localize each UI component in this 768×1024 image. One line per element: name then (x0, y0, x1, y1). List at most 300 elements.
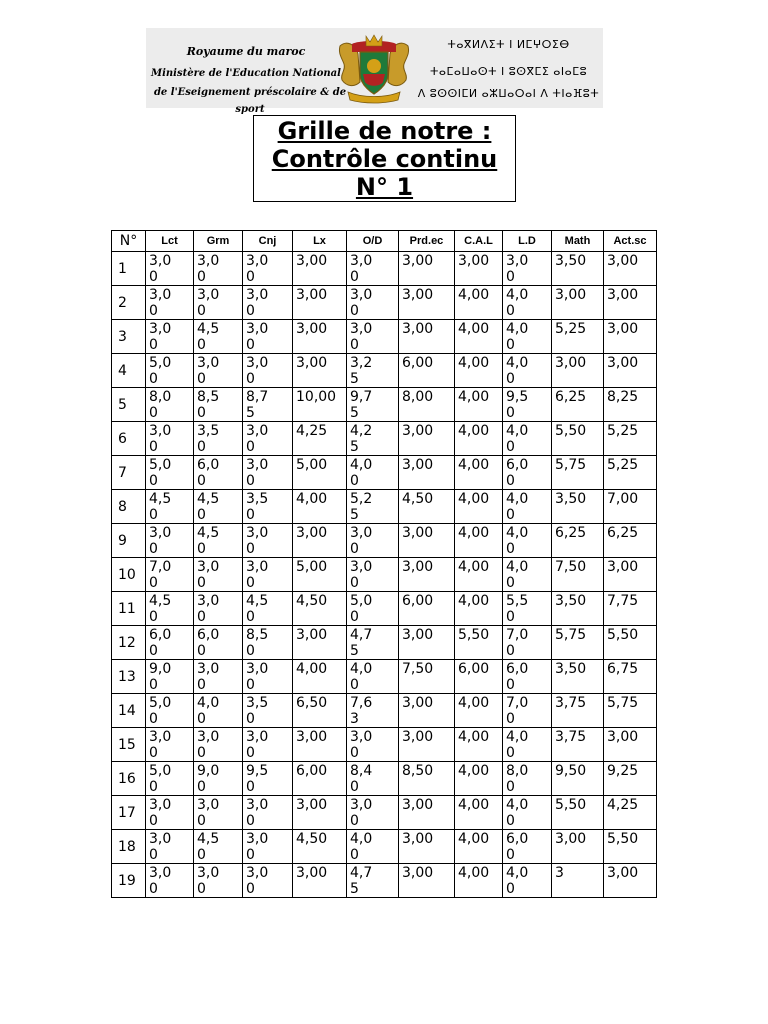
grade-value: 4,00 (458, 559, 490, 575)
grade-value: 7,00 (506, 695, 529, 727)
grade-cell (552, 660, 604, 694)
grade-cell (455, 490, 503, 524)
grade-value: 3,00 (246, 797, 269, 829)
row-number: 2 (112, 286, 146, 320)
grade-value: 3,00 (149, 253, 172, 285)
grade-value: 4,25 (350, 423, 373, 455)
grade-cell (146, 490, 194, 524)
grade-value: 4,00 (458, 287, 490, 303)
grade-value: 6,00 (197, 627, 220, 659)
grade-value: 3,00 (149, 729, 172, 761)
grade-cell (399, 422, 455, 456)
grade-value: 4,00 (506, 559, 529, 591)
grade-cell (243, 864, 293, 898)
grade-value: 3,00 (402, 457, 434, 473)
grade-cell (399, 558, 455, 592)
grade-value: 3,00 (402, 525, 434, 541)
grade-cell (455, 830, 503, 864)
grade-value: 4,00 (296, 491, 328, 507)
grade-cell (347, 864, 399, 898)
grade-cell (604, 490, 657, 524)
grade-cell (604, 388, 657, 422)
table-row (112, 694, 657, 728)
grade-value: 3,00 (402, 559, 434, 575)
grade-cell (552, 422, 604, 456)
grade-value: 3,00 (607, 355, 639, 371)
grade-value: 4,00 (506, 287, 529, 319)
grade-cell (194, 422, 243, 456)
grade-cell (552, 830, 604, 864)
grade-value: 4,50 (296, 831, 328, 847)
grade-cell (455, 728, 503, 762)
grade-value: 3,00 (246, 321, 269, 353)
grade-cell (347, 388, 399, 422)
grade-value: 6,75 (607, 661, 639, 677)
ministry-name: Ministère de l'Education National (151, 68, 341, 79)
grade-value: 3,00 (149, 865, 172, 897)
grade-value: 3,00 (197, 355, 220, 387)
grade-cell (399, 626, 455, 660)
grade-value: 3 (555, 865, 564, 881)
header-od: O/D (347, 231, 399, 252)
grade-cell (194, 728, 243, 762)
grade-cell (293, 762, 347, 796)
grade-cell (347, 422, 399, 456)
grade-value: 4,00 (350, 831, 373, 863)
row-number: 14 (112, 694, 146, 728)
grade-value: 9,00 (197, 763, 220, 795)
grade-value: 3,50 (246, 695, 269, 727)
grade-value: 4,00 (197, 695, 220, 727)
grade-value: 3,50 (555, 661, 587, 677)
grade-cell (455, 694, 503, 728)
table-header-row (112, 231, 657, 252)
grade-cell (146, 728, 194, 762)
grade-cell (293, 320, 347, 354)
grade-value: 4,00 (458, 831, 490, 847)
grade-value: 4,00 (458, 423, 490, 439)
table-row (112, 762, 657, 796)
grade-cell (194, 592, 243, 626)
grade-value: 7,50 (402, 661, 434, 677)
grade-cell (604, 558, 657, 592)
grade-cell (503, 762, 552, 796)
grade-cell (347, 490, 399, 524)
grade-cell (552, 694, 604, 728)
grade-cell (293, 286, 347, 320)
grade-cell (194, 320, 243, 354)
letterhead (146, 28, 603, 115)
grade-cell (194, 558, 243, 592)
grade-value: 3,00 (350, 321, 373, 353)
grade-cell (243, 830, 293, 864)
grade-cell (503, 558, 552, 592)
grade-cell (293, 830, 347, 864)
grade-cell (347, 354, 399, 388)
grade-cell (455, 252, 503, 286)
grade-cell (194, 626, 243, 660)
grade-value: 4,00 (506, 797, 529, 829)
grade-cell (347, 592, 399, 626)
row-number: 18 (112, 830, 146, 864)
grade-cell (552, 558, 604, 592)
grade-cell (194, 490, 243, 524)
table-row (112, 252, 657, 286)
header-number: N° (112, 231, 146, 252)
grade-value: 3,00 (350, 797, 373, 829)
grade-value: 4,00 (506, 525, 529, 557)
grade-value: 9,50 (555, 763, 587, 779)
title-line-1: Grille de notre : (277, 117, 492, 145)
row-number: 9 (112, 524, 146, 558)
grade-cell (243, 286, 293, 320)
grade-value: 5,75 (555, 627, 587, 643)
grade-value: 9,50 (246, 763, 269, 795)
grade-value: 4,00 (506, 729, 529, 761)
grade-value: 4,00 (458, 729, 490, 745)
table-row (112, 558, 657, 592)
grade-cell (347, 320, 399, 354)
grade-cell (604, 320, 657, 354)
grade-cell (552, 354, 604, 388)
grade-value: 5,00 (149, 763, 172, 795)
grade-cell (399, 524, 455, 558)
grades-table (111, 230, 657, 898)
grade-value: 5,25 (555, 321, 587, 337)
grade-value: 4,00 (506, 355, 529, 387)
grade-cell (503, 796, 552, 830)
grade-cell (604, 864, 657, 898)
coat-of-arms-icon (336, 34, 412, 104)
grade-value: 4,00 (458, 491, 490, 507)
grade-value: 4,50 (197, 491, 220, 523)
grade-cell (243, 422, 293, 456)
grade-value: 4,50 (197, 321, 220, 353)
grade-value: 8,50 (197, 389, 220, 421)
table-row (112, 490, 657, 524)
grade-value: 6,00 (197, 457, 220, 489)
grade-cell (552, 796, 604, 830)
grade-cell (293, 354, 347, 388)
grade-cell (293, 252, 347, 286)
grade-value: 4,00 (458, 593, 490, 609)
grade-value: 3,00 (607, 729, 639, 745)
grade-value: 8,00 (506, 763, 529, 795)
row-number: 3 (112, 320, 146, 354)
grade-value: 6,00 (402, 593, 434, 609)
grade-cell (503, 422, 552, 456)
grade-cell (604, 626, 657, 660)
grade-value: 8,50 (246, 627, 269, 659)
grade-cell (347, 660, 399, 694)
grade-value: 3,00 (296, 253, 328, 269)
grade-cell (243, 660, 293, 694)
grade-value: 3,00 (296, 729, 328, 745)
grade-value: 9,25 (607, 763, 639, 779)
grade-cell (146, 660, 194, 694)
grade-cell (347, 762, 399, 796)
grade-cell (455, 286, 503, 320)
grade-cell (399, 660, 455, 694)
grade-cell (146, 456, 194, 490)
header-cal: C.A.L (455, 231, 503, 252)
row-number: 10 (112, 558, 146, 592)
grade-value: 4,00 (458, 525, 490, 541)
grade-value: 3,50 (555, 253, 587, 269)
grade-cell (293, 524, 347, 558)
grade-cell (552, 286, 604, 320)
grade-cell (604, 354, 657, 388)
grade-value: 3,00 (246, 729, 269, 761)
grade-value: 3,00 (296, 355, 328, 371)
grade-value: 8,00 (149, 389, 172, 421)
grade-value: 5,50 (607, 627, 639, 643)
grade-value: 5,75 (607, 695, 639, 711)
grade-value: 8,50 (402, 763, 434, 779)
grade-cell (146, 558, 194, 592)
grade-cell (347, 830, 399, 864)
grade-cell (347, 456, 399, 490)
grade-cell (503, 864, 552, 898)
grade-cell (243, 524, 293, 558)
title-line-2: Contrôle continu (271, 145, 498, 173)
grade-value: 3,00 (197, 797, 220, 829)
grade-cell (194, 864, 243, 898)
grade-value: 7,00 (506, 627, 529, 659)
grade-cell (399, 456, 455, 490)
grade-value: 9,50 (506, 389, 529, 421)
grade-value: 3,00 (296, 525, 328, 541)
grade-cell (455, 762, 503, 796)
grade-cell (604, 762, 657, 796)
grade-cell (146, 524, 194, 558)
grade-cell (455, 558, 503, 592)
grade-cell (604, 694, 657, 728)
row-number: 8 (112, 490, 146, 524)
grade-cell (293, 728, 347, 762)
grade-value: 5,50 (555, 797, 587, 813)
grade-cell (455, 354, 503, 388)
grade-cell (604, 456, 657, 490)
grade-value: 3,00 (402, 287, 434, 303)
grade-value: 6,00 (296, 763, 328, 779)
grade-value: 3,00 (402, 321, 434, 337)
grade-value: 4,50 (197, 831, 220, 863)
grade-value: 3,00 (246, 457, 269, 489)
grade-cell (503, 320, 552, 354)
grade-cell (243, 592, 293, 626)
grade-cell (293, 864, 347, 898)
header-cnj: Cnj (243, 231, 293, 252)
grade-cell (347, 252, 399, 286)
grade-value: 6,00 (506, 661, 529, 693)
grade-value: 3,00 (296, 627, 328, 643)
grade-value: 3,00 (402, 627, 434, 643)
grade-value: 4,00 (506, 321, 529, 353)
row-number: 17 (112, 796, 146, 830)
grade-value: 8,25 (607, 389, 639, 405)
grade-cell (455, 422, 503, 456)
grade-cell (194, 456, 243, 490)
grade-cell (399, 762, 455, 796)
grade-cell (243, 354, 293, 388)
grade-value: 9,75 (350, 389, 373, 421)
grade-cell (552, 626, 604, 660)
table-row (112, 524, 657, 558)
grade-value: 3,00 (149, 287, 172, 319)
grade-value: 3,00 (246, 559, 269, 591)
table-row (112, 456, 657, 490)
grade-cell (503, 286, 552, 320)
table-row (112, 626, 657, 660)
grade-value: 6,00 (458, 661, 490, 677)
grade-cell (347, 558, 399, 592)
grade-cell (146, 320, 194, 354)
grade-cell (503, 626, 552, 660)
grade-value: 4,00 (350, 661, 373, 693)
grade-value: 3,00 (246, 355, 269, 387)
grade-value: 3,00 (149, 423, 172, 455)
grade-value: 3,00 (296, 287, 328, 303)
grade-value: 3,00 (296, 797, 328, 813)
grade-cell (293, 558, 347, 592)
grade-cell (455, 626, 503, 660)
table-row (112, 592, 657, 626)
grade-cell (604, 286, 657, 320)
grade-cell (243, 456, 293, 490)
grade-value: 3,00 (149, 321, 172, 353)
grade-cell (347, 626, 399, 660)
grade-cell (347, 796, 399, 830)
table-row (112, 388, 657, 422)
grade-cell (399, 320, 455, 354)
grade-cell (399, 728, 455, 762)
table-row (112, 830, 657, 864)
grade-cell (146, 694, 194, 728)
table-row (112, 422, 657, 456)
grade-cell (604, 660, 657, 694)
grade-cell (194, 660, 243, 694)
grade-value: 6,25 (607, 525, 639, 541)
grade-value: 4,00 (458, 321, 490, 337)
grade-value: 10,00 (296, 389, 337, 405)
grade-cell (552, 728, 604, 762)
grade-cell (399, 694, 455, 728)
grade-cell (604, 728, 657, 762)
grade-cell (399, 490, 455, 524)
grade-cell (146, 354, 194, 388)
grade-value: 4,25 (607, 797, 639, 813)
grade-value: 4,00 (458, 865, 490, 881)
ministry-department: de l'Eseignement préscolaire & de sport (153, 87, 347, 115)
grade-cell (552, 252, 604, 286)
grade-cell (146, 286, 194, 320)
grade-cell (194, 388, 243, 422)
grade-value: 3,50 (555, 593, 587, 609)
grade-value: 3,00 (149, 525, 172, 557)
grade-value: 6,00 (506, 831, 529, 863)
grade-cell (194, 252, 243, 286)
grade-value: 6,00 (506, 457, 529, 489)
grade-cell (146, 252, 194, 286)
grade-cell (293, 626, 347, 660)
grade-value: 3,50 (197, 423, 220, 455)
grade-value: 3,00 (402, 729, 434, 745)
header-lct: Lct (146, 231, 194, 252)
grade-value: 3,00 (149, 831, 172, 863)
grade-cell (455, 388, 503, 422)
grade-value: 3,00 (350, 253, 373, 285)
grade-cell (146, 422, 194, 456)
grade-cell (293, 592, 347, 626)
grade-cell (503, 524, 552, 558)
grade-cell (399, 252, 455, 286)
row-number: 13 (112, 660, 146, 694)
grade-cell (552, 592, 604, 626)
grade-value: 3,00 (246, 253, 269, 285)
grade-value: 4,00 (458, 695, 490, 711)
ministry-department-tifinagh: ⴷ ⵓⵙⵙⵏⵎⵍ ⴰⵣⵡⴰⵔⴰⵏ ⴷ ⵜⵏⴰⴼⵓⵜ (417, 87, 600, 100)
grade-cell (399, 864, 455, 898)
grade-cell (455, 320, 503, 354)
grade-value: 3,00 (402, 831, 434, 847)
row-number: 15 (112, 728, 146, 762)
grade-cell (146, 796, 194, 830)
grade-cell (194, 830, 243, 864)
grade-value: 3,00 (402, 865, 434, 881)
grade-value: 5,00 (149, 457, 172, 489)
table-row (112, 864, 657, 898)
grade-value: 4,50 (197, 525, 220, 557)
grade-value: 6,50 (296, 695, 328, 711)
grade-value: 5,25 (607, 423, 639, 439)
grade-value: 4,00 (506, 865, 529, 897)
grade-value: 3,00 (350, 559, 373, 591)
grade-value: 4,50 (402, 491, 434, 507)
grade-cell (347, 694, 399, 728)
grade-value: 4,50 (296, 593, 328, 609)
grade-cell (455, 592, 503, 626)
grade-value: 3,00 (197, 559, 220, 591)
table-row (112, 728, 657, 762)
grade-cell (503, 490, 552, 524)
grade-cell (293, 422, 347, 456)
grade-value: 4,25 (296, 423, 328, 439)
grade-value: 3,00 (296, 865, 328, 881)
header-ld: L.D (503, 231, 552, 252)
grade-cell (243, 558, 293, 592)
row-number: 5 (112, 388, 146, 422)
grade-value: 5,00 (149, 695, 172, 727)
grade-value: 6,00 (149, 627, 172, 659)
grade-cell (243, 796, 293, 830)
grade-value: 7,75 (607, 593, 639, 609)
table-row (112, 320, 657, 354)
grade-value: 6,00 (402, 355, 434, 371)
grade-cell (194, 762, 243, 796)
grade-cell (399, 286, 455, 320)
header-grm: Grm (194, 231, 243, 252)
grade-value: 8,00 (402, 389, 434, 405)
grade-cell (146, 626, 194, 660)
grade-cell (399, 830, 455, 864)
grade-value: 4,75 (350, 865, 373, 897)
grade-cell (194, 354, 243, 388)
grade-cell (293, 660, 347, 694)
grade-value: 5,50 (607, 831, 639, 847)
grade-value: 5,00 (149, 355, 172, 387)
grade-cell (503, 728, 552, 762)
